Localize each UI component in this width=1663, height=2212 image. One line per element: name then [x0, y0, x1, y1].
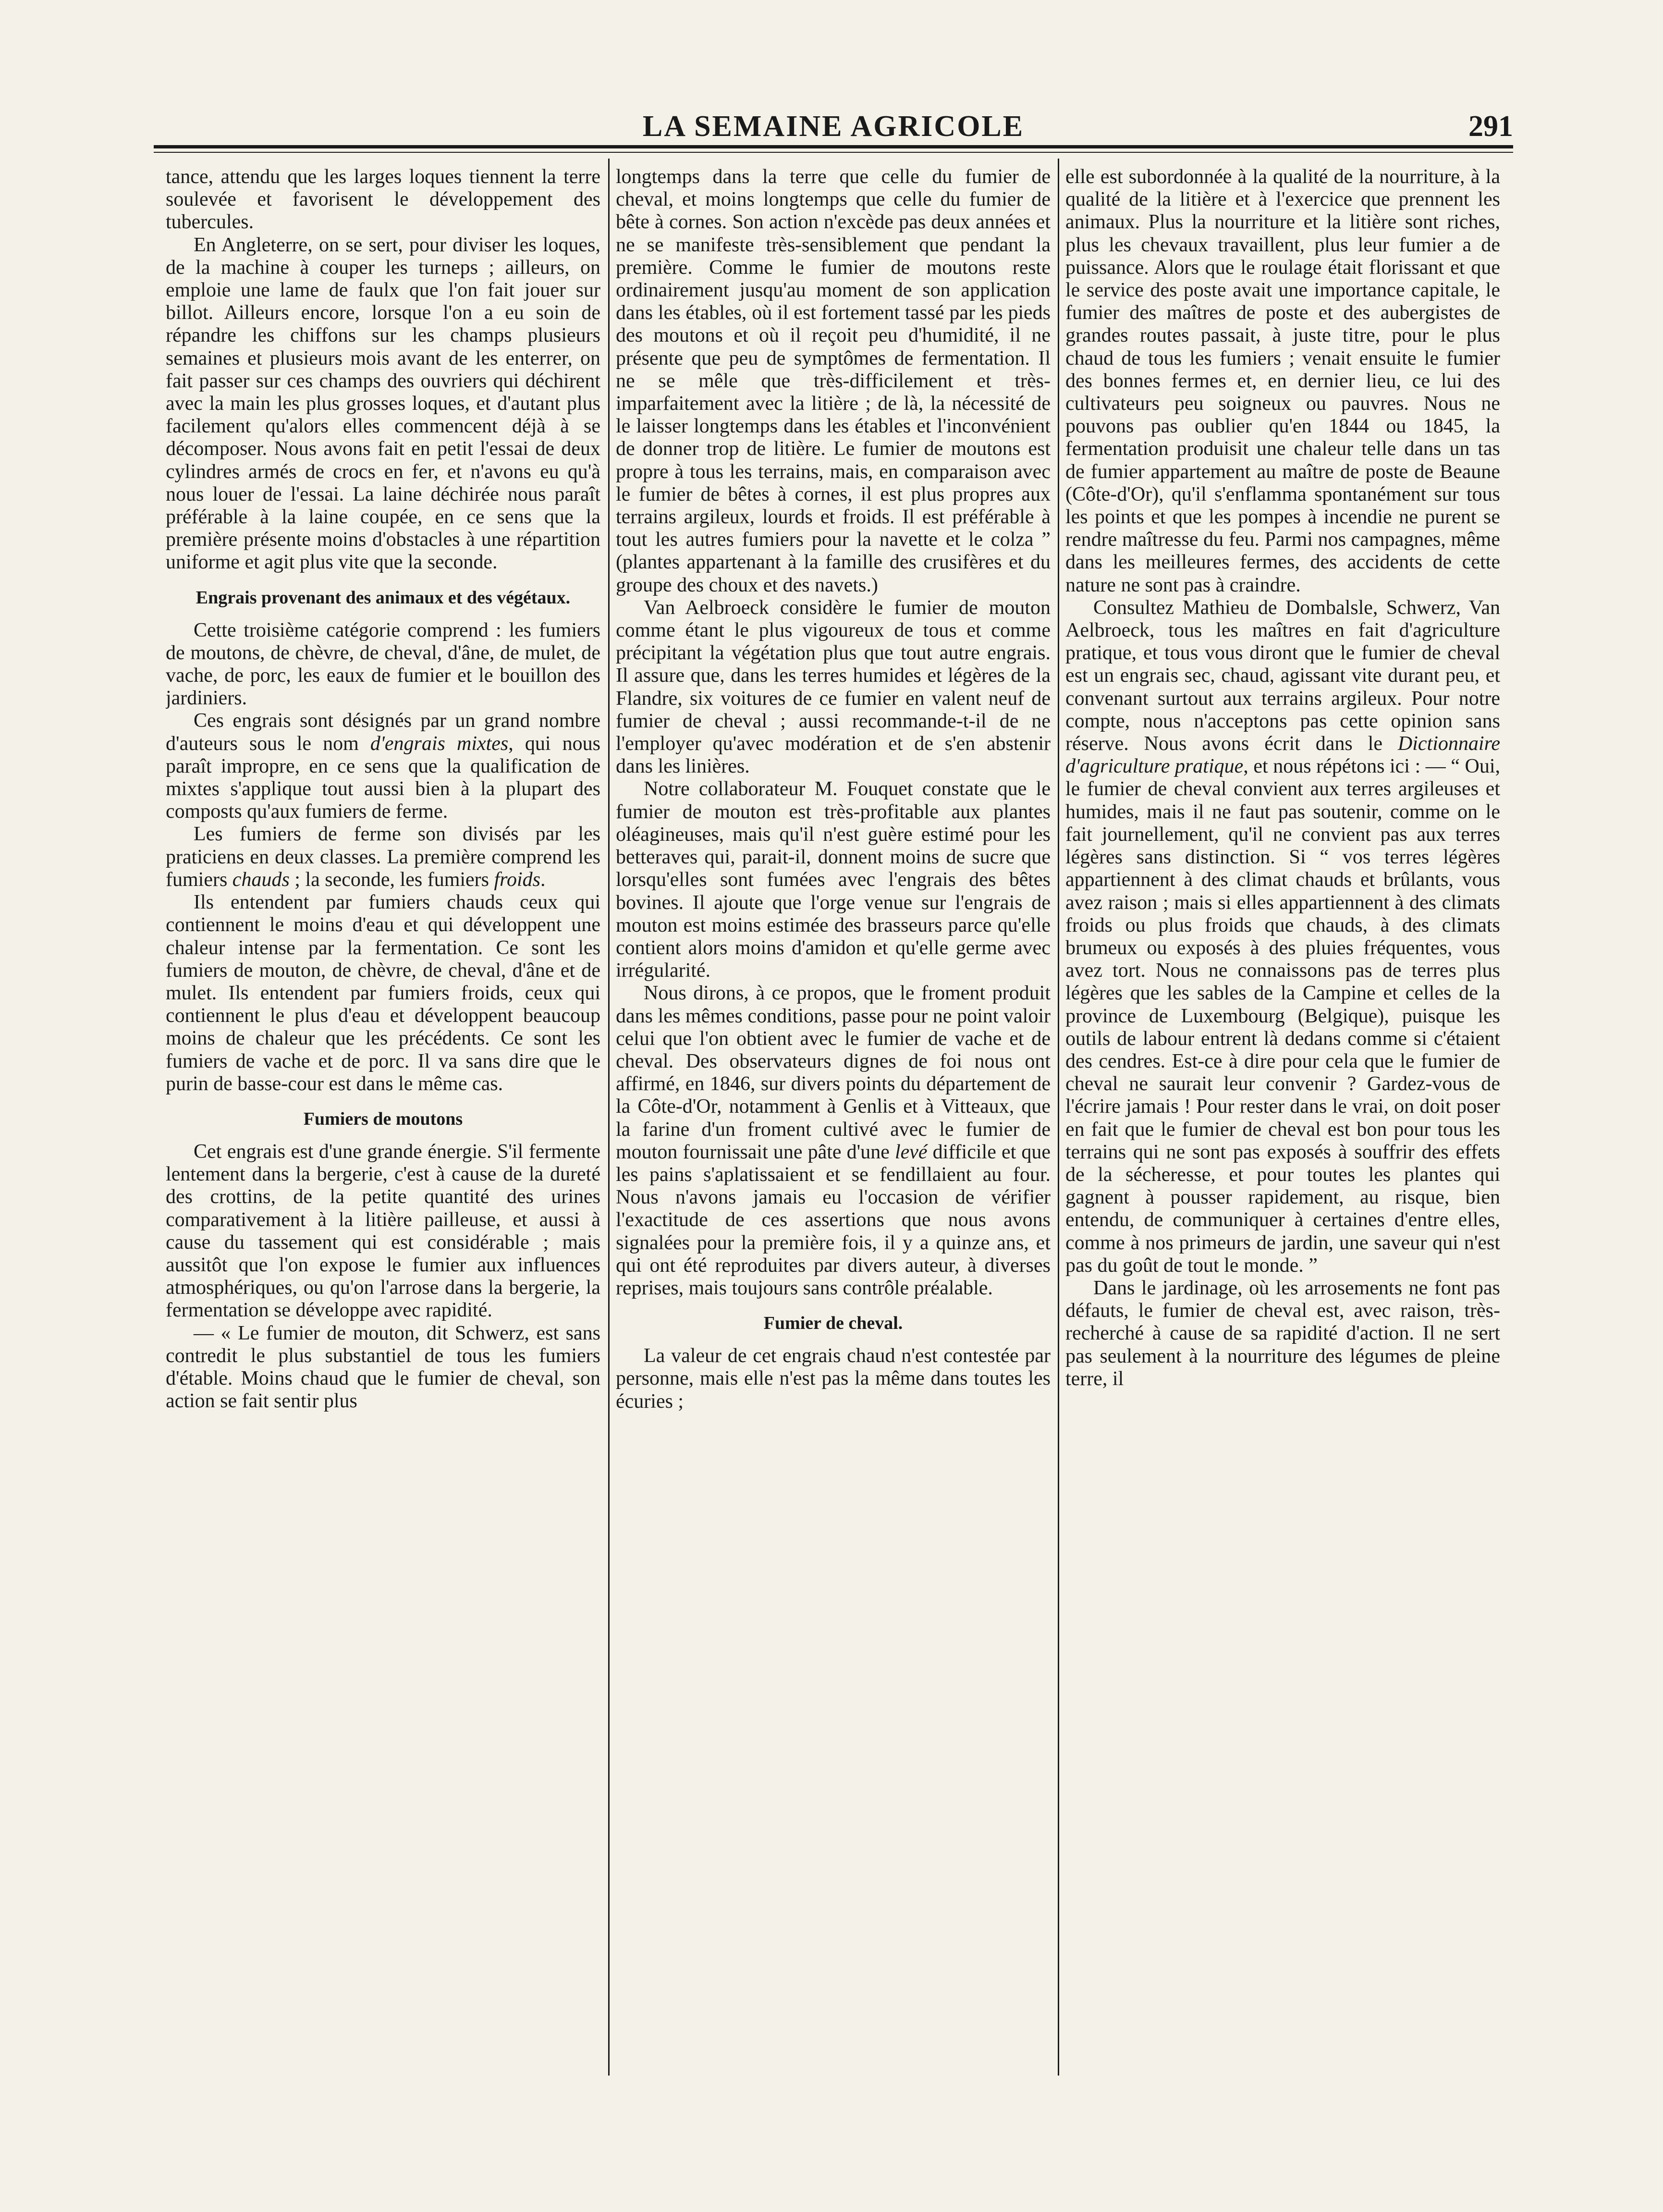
paragraph: longtemps dans la terre que celle du fumier de cheval, et moins longtemps que celle du fumier de bête à cornes. Son action n'excède pas deux années et ne se manifeste très-sensiblement que pendant la première. Comme le fumier de moutons reste ordinairement jusqu'au moment de son application dans les étables, où il est fortement tassé par les pieds des moutons et où il reçoit peu d'humidité, il ne présente que peu de symptômes de fermentation. Il ne se mêle que très-difficilement et très-imparfaitement avec la litière ; de là, la nécessité de le laisser longtemps dans les étables et l'inconvénient de donner trop de litière. Le fumier de moutons est propre à tous les terrains, mais, en comparaison avec le fumier de bêtes à cornes, il est plus propres aux terrains argileux, lourds et froids. Il est préférable à tout les autres fumiers pour la navette et le colza ” (plantes appartenant à la famille des crusifères et du groupe des choux et des navets.) [616, 166, 1051, 596]
text-run: ; la seconde, les fumiers [289, 868, 494, 891]
paragraph [616, 982, 1051, 1300]
paragraph: En Angleterre, on se sert, pour diviser les loques, de la machine à couper les turneps ; ailleurs, on emploie une lame de faulx que l'on fait jouer sur billot. Ailleurs encore, lorsque l'on a eu soin de répandre les chiffons sur les champs plusieurs semaines et plusieurs mois avant de les enterrer, on fait passer sur ces champs des ouvriers qui déchirent avec la main les plus grosses loques, et d'autant plus facilement qu'alors elles commencent déjà à se décomposer. Nous avons fait en petit l'essai de deux cylindres armés de crocs en fer, et n'avons eu qu'à nous louer de l'essai. La laine déchirée nous paraît préférable à la laine coupée, en ce sens que la première présente moins d'obstacles à une répartition uniforme et agit plus vite que la seconde. [166, 233, 600, 574]
paragraph: elle est subordonnée à la qualité de la nourriture, à la qualité de la litière et à l'exercice que prennent les animaux. Plus la nourriture et la litière sont riches, plus les chevaux travaillent, plus leur fumier a de puissance. Alors que le roulage était florissant et que le service des poste avait une importance capitale, le fumier des maîtres de poste et des aubergistes de grandes routes passait, à juste titre, pour le plus chaud de tous les fumiers ; venait ensuite le fumier des bonnes fermes et, en dernier lieu, ce lui des cultivateurs peu soigneux ou pauvres. Nous ne pouvons pas oublier qu'en 1844 ou 1845, la fermentation produisit une chaleur telle dans un tas de fumier appartement au maître de poste de Beaune (Côte-d'Or), qu'il s'enflamma spontanément sur tous les points et que les pompes à incendie ne purent se rendre maîtresse du feu. Parmi nos campagnes, même dans les meilleures fermes, des accidents de cette nature ne sont pas à craindre. [1065, 166, 1500, 596]
page-number: 291 [1468, 110, 1513, 143]
paragraph: — « Le fumier de mouton, dit Schwerz, est sans contredit le plus substantiel de tous les fumiers d'étable. Moins chaud que le fumier de cheval, son action se fait sentir plus [166, 1322, 600, 1413]
paragraph: Dans le jardinage, où les arrosements ne font pas défauts, le fumier de cheval est, avec raison, très-recherché à cause de sa rapidité d'action. Il ne sert pas seulement à la nourriture des légumes de pleine terre, il [1065, 1277, 1500, 1390]
italic-term: chauds [232, 868, 290, 891]
italic-term: levé [894, 1141, 928, 1163]
section-heading: Engrais provenant des animaux et des végétaux. [196, 587, 571, 608]
header-rule-thin [154, 152, 1513, 153]
page-header [154, 107, 1513, 150]
paragraph: tance, attendu que les larges loques tiennent la terre soulevée et favorisent le développement des tubercules. [166, 166, 600, 233]
text-run: difficile et que les pains s'aplatissaient et se fendillaient au four. Nous n'avons jamais eu l'occasion de vérifier l'exactitude de ces assertions que nous avons signalées pour la première fois, il y a quinze ans, et qui ont été reproduites par divers auteur, à diverses reprises, mais toujours sans contrôle préalable. [616, 1141, 1051, 1299]
italic-title: Dictionnaire d'agriculture pratique [1065, 733, 1500, 778]
paragraph: Van Aelbroeck considère le fumier de mouton comme étant le plus vigoureux de tous et comme précipitant la végétation plus que tout autre engrais. Il assure que, dans les terres humides et légères de la Flandre, six voitures de ce fumier en valent neuf de fumier de cheval ; aussi recommande-t-il de ne l'employer qu'avec modération et de s'en abstenir dans les linières. [616, 596, 1051, 778]
text-run: , qui nous paraît impropre, en ce sens que la qualification de mixtes s'applique tout aussi bien à la plupart des composts qu'aux fumiers de ferme. [166, 732, 600, 823]
paragraph: La valeur de cet engrais chaud n'est contestée par personne, mais elle n'est pas la même dans toutes les écuries ; [616, 1345, 1051, 1413]
paragraph: Notre collaborateur M. Fouquet constate que le fumier de mouton est très-profitable aux plantes oléagineuses, mais qu'il n'est guère estimé pour les betteraves qui, parait-il, donnent moins de sucre que lorsqu'elles sont fumées avec l'engrais des bêtes bovines. Il ajoute que l'orge venue sur l'engrais de mouton est moins estimée des brasseurs parce qu'elle contient alors moins d'amidon et qu'elle germe avec irrégularité. [616, 778, 1051, 982]
journal-title: LA SEMAINE AGRICOLE [642, 110, 1025, 143]
header-rule-thick [154, 145, 1513, 148]
paragraph [1065, 597, 1500, 1277]
text-run: Nous dirons, à ce propos, que le froment produit dans les mêmes conditions, passe pour ne point valoir celui que l'on obtient avec le fumier de vache et de cheval. Des observateurs dignes de foi nous ont affirmé, en 1846, sur divers points du département de la Côte-d'Or, notamment à Genlis et à Vitteaux, que la farine d'un froment cultivé avec le fumier de mouton fournissait une pâte d'une [616, 982, 1051, 1163]
text-run: , et nous répétons ici : — “ Oui, le fumier de cheval convient aux terres argileuses et humides, mais il ne faut pas soutenir, comme on le fait journellement, qu'il ne convient pas aux terres légères sans distinction. Si “ vos terres légères appartiennent à des climat chauds et brûlants, vous avez raison ; mais si elles appartiennent à des climats froids ou plus froids que chauds, à des climats brumeux ou exposés à des pluies fréquentes, vous avez tort. Nous ne connaissons pas de terres plus légères que les sables de la Campine et celles de la province de Luxembourg (Belgique), puisque les outils de labour entrent là dedans comme si c'étaient des cendres. Est-ce à dire pour cela que le fumier de cheval ne saurait leur convenir ? Gardez-vous de l'écrire jamais ! Pour rester dans le vrai, on doit poser en fait que le fumier de cheval est bon pour tous les terrains qui ne sont pas exposés à souffrir des effets de la sécheresse, et pour toutes les plantes qui gagnent à pousser rapidement, au risque, bien entendu, de communiquer à certaines d'entre elles, comme à nos primeurs de jardin, une saveur qui n'est pas du goût de tout le monde. ” [1065, 755, 1500, 1277]
italic-term: d'engrais mixtes [370, 732, 509, 755]
paragraph: Cet engrais est d'une grande énergie. S'il fermente lentement dans la bergerie, c'est à cause de la dureté des crottins, de la petite quantité des urines comparativement à la litière pailleuse, et aussi à cause du tassement qui est considérable ; mais aussitôt que l'on expose le fumier aux influences atmosphériques, ou qu'on l'arrose dans la bergerie, la fermentation se développe avec rapidité. [166, 1140, 600, 1322]
text-run: Ces engrais sont désignés par un grand nombre d'auteurs sous le nom [166, 710, 600, 755]
column-3 [1065, 166, 1500, 2080]
paragraph [166, 710, 600, 823]
section-heading: Fumier de cheval. [763, 1313, 903, 1334]
paragraph: Cette troisième catégorie comprend : les fumiers de moutons, de chèvre, de cheval, d'âne, de mulet, de vache, de porc, les eaux de fumier et le bouillon des jardiniers. [166, 619, 600, 710]
text-run: . [540, 868, 546, 891]
paragraph [166, 823, 600, 891]
column-divider-2 [1058, 159, 1059, 2076]
section-heading: Fumiers de moutons [303, 1108, 463, 1129]
paragraph: Ils entendent par fumiers chauds ceux qui contiennent le moins d'eau et qui développent une chaleur intense par la fermentation. Ce sont les fumiers de mouton, de chèvre, de cheval, d'âne et de mulet. Ils entendent par fumiers froids, ceux qui contiennent le plus d'eau et développent beaucoup moins de chaleur que les précédents. Ce sont les fumiers de vache et de porc. Il va sans dire que le purin de basse-cour est dans le même cas. [166, 891, 600, 1095]
text-run: Les fumiers de ferme son divisés par les praticiens en deux classes. La première comprend les fumiers [166, 823, 600, 891]
column-divider-1 [608, 159, 610, 2076]
italic-term: froids [494, 868, 540, 891]
text-run: Consultez Mathieu de Dombalsle, Schwerz, Van Aelbroeck, tous les maîtres en fait d'agriculture pratique, et tous vous diront que le fumier de cheval est un engrais sec, chaud, agissant vite durant peu, et convenant surtout aux terrains argileux. Pour notre compte, nous n'acceptons pas cette opinion sans réserve. Nous avons écrit dans le [1065, 596, 1500, 755]
column-1 [166, 166, 600, 2080]
column-2 [616, 166, 1051, 2080]
